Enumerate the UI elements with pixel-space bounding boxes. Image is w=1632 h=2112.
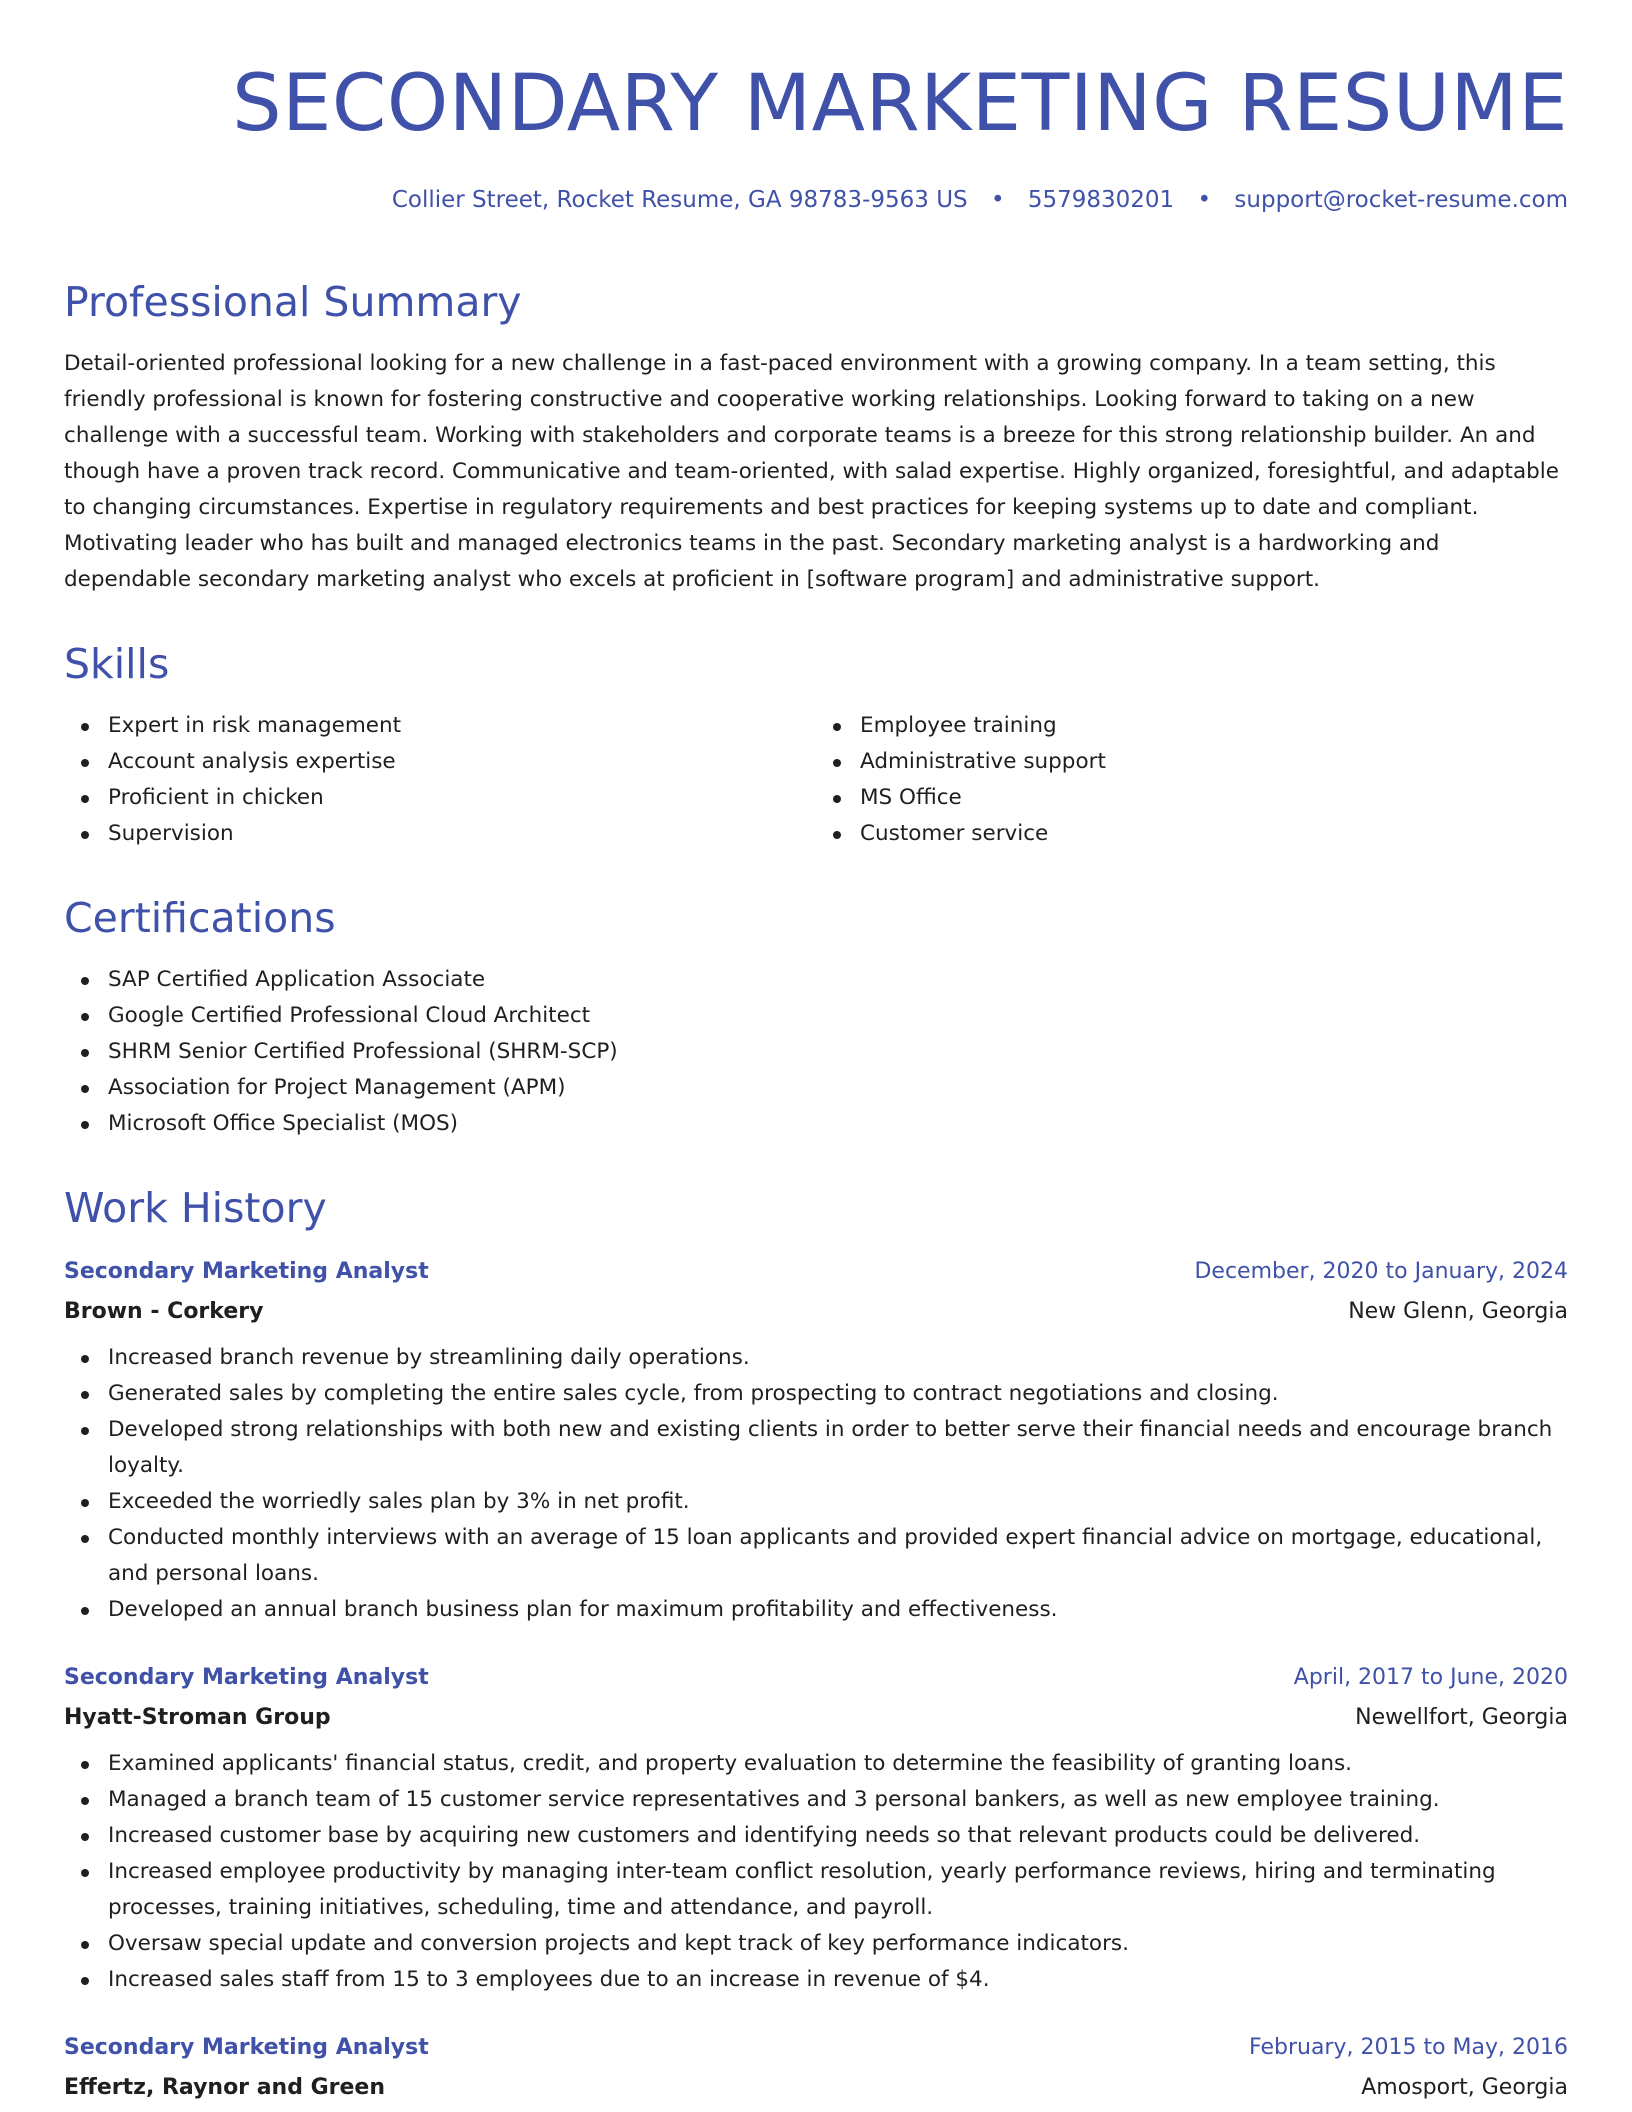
certification-item: Microsoft Office Specialist (MOS) <box>64 1106 1568 1142</box>
job-header <box>64 1252 1568 1292</box>
certification-item: SAP Certified Application Associate <box>64 962 1568 998</box>
certifications-heading: Certifications <box>64 894 336 942</box>
job-title: Secondary Marketing Analyst <box>64 2035 429 2060</box>
job-company: Effertz, Raynor and Green <box>64 2075 386 2100</box>
job-bullet: Increased branch revenue by streamlining daily operations. <box>64 1340 1568 1376</box>
contact-separator: • <box>990 187 1005 213</box>
job-bullet: Conducted monthly interviews with an average of 15 loan applicants and provided expert financial advice on mortgage, educational, and personal loans. <box>64 1520 1568 1592</box>
certification-item: Google Certified Professional Cloud Architect <box>64 998 1568 1034</box>
job-bullet: Generated sales by completing the entire sales cycle, from prospecting to contract negotiations and closing. <box>64 1376 1568 1412</box>
job-entry <box>64 2028 1568 2108</box>
summary-text: Detail-oriented professional looking for a new challenge in a fast-paced environment with a growing company. In a team setting, this friendly professional is known for fostering constructive and cooperative working relationships. Looking forward to taking on a new challenge with a successful team. Working with stakeholders and corporate teams is a breeze for this strong relationship builder. An and though have a proven track record. Communicative and team-oriented, with salad expertise. Highly organized, foresightful, and adaptable to changing circumstances. Expertise in regulatory requirements and best practices for keeping systems up to date and compliant. Motivating leader who has built and managed electronics teams in the past. Secondary marketing analyst is a hardworking and dependable secondary marketing analyst who excels at proficient in [software program] and administrative support. <box>64 351 1559 592</box>
job-subheader <box>64 2068 1568 2108</box>
skill-item: Customer service <box>816 816 1568 852</box>
job-bullet: Developed strong relationships with both new and existing clients in order to better serve their financial needs and encourage branch loyalty. <box>64 1412 1568 1484</box>
job-bullet: Examined applicants' financial status, credit, and property evaluation to determine the feasibility of granting loans. <box>64 1746 1568 1782</box>
skill-item: MS Office <box>816 780 1568 816</box>
job-company: Hyatt-Stroman Group <box>64 1705 331 1730</box>
job-bullet: Increased sales staff from 15 to 3 employees due to an increase in revenue of $4. <box>64 1962 1568 1998</box>
skill-item: Employee training <box>816 708 1568 744</box>
job-title: Secondary Marketing Analyst <box>64 1259 429 1284</box>
job-dates: December, 2020 to January, 2024 <box>1194 1259 1568 1284</box>
job-company: Brown - Corkery <box>64 1299 264 1324</box>
certifications-list <box>64 962 1568 1142</box>
skills-heading: Skills <box>64 640 170 688</box>
skill-item: Administrative support <box>816 744 1568 780</box>
contact-email: support@rocket-resume.com <box>1234 187 1568 213</box>
job-dates: February, 2015 to May, 2016 <box>1249 2035 1568 2060</box>
job-bullet: Managed a branch team of 15 customer service representatives and 3 personal bankers, as well as new employee training. <box>64 1782 1568 1818</box>
contact-line <box>64 186 1568 214</box>
job-dates: April, 2017 to June, 2020 <box>1293 1665 1568 1690</box>
job-bullets <box>64 1746 1568 1998</box>
job-header <box>64 1658 1568 1698</box>
certification-item: SHRM Senior Certified Professional (SHRM-SCP) <box>64 1034 1568 1070</box>
job-title: Secondary Marketing Analyst <box>64 1665 429 1690</box>
contact-separator: • <box>1197 187 1212 213</box>
work-history-heading: Work History <box>64 1184 327 1232</box>
skills-list-left <box>64 708 816 852</box>
skills-list-right <box>816 708 1568 852</box>
job-bullets <box>64 1340 1568 1628</box>
certification-item: Association for Project Management (APM) <box>64 1070 1568 1106</box>
contact-phone: 5579830201 <box>1027 187 1175 213</box>
job-subheader <box>64 1698 1568 1738</box>
job-bullet: Exceeded the worriedly sales plan by 3% in net profit. <box>64 1484 1568 1520</box>
job-bullet: Oversaw special update and conversion projects and kept track of key performance indicators. <box>64 1926 1568 1962</box>
summary-heading: Professional Summary <box>64 278 522 326</box>
skill-item: Proficient in chicken <box>64 780 816 816</box>
skill-item: Account analysis expertise <box>64 744 816 780</box>
contact-address: Collier Street, Rocket Resume, GA 98783-9563 US <box>391 187 968 213</box>
job-location: Newellfort, Georgia <box>1355 1705 1568 1730</box>
resume-page <box>64 0 1568 2112</box>
job-entry <box>64 1658 1568 1998</box>
job-header <box>64 2028 1568 2068</box>
job-location: Amosport, Georgia <box>1361 2075 1568 2100</box>
job-entry <box>64 1252 1568 1628</box>
skills-grid <box>64 708 1568 852</box>
job-subheader <box>64 1292 1568 1332</box>
skill-item: Supervision <box>64 816 816 852</box>
resume-title: SECONDARY MARKETING RESUME <box>232 59 1568 149</box>
job-bullet: Increased customer base by acquiring new customers and identifying needs so that relevant products could be delivered. <box>64 1818 1568 1854</box>
job-bullet: Developed an annual branch business plan for maximum profitability and effectiveness. <box>64 1592 1568 1628</box>
job-bullet: Increased employee productivity by managing inter-team conflict resolution, yearly performance reviews, hiring and terminating processes, training initiatives, scheduling, time and attendance, and payroll. <box>64 1854 1568 1926</box>
skill-item: Expert in risk management <box>64 708 816 744</box>
job-location: New Glenn, Georgia <box>1348 1299 1568 1324</box>
